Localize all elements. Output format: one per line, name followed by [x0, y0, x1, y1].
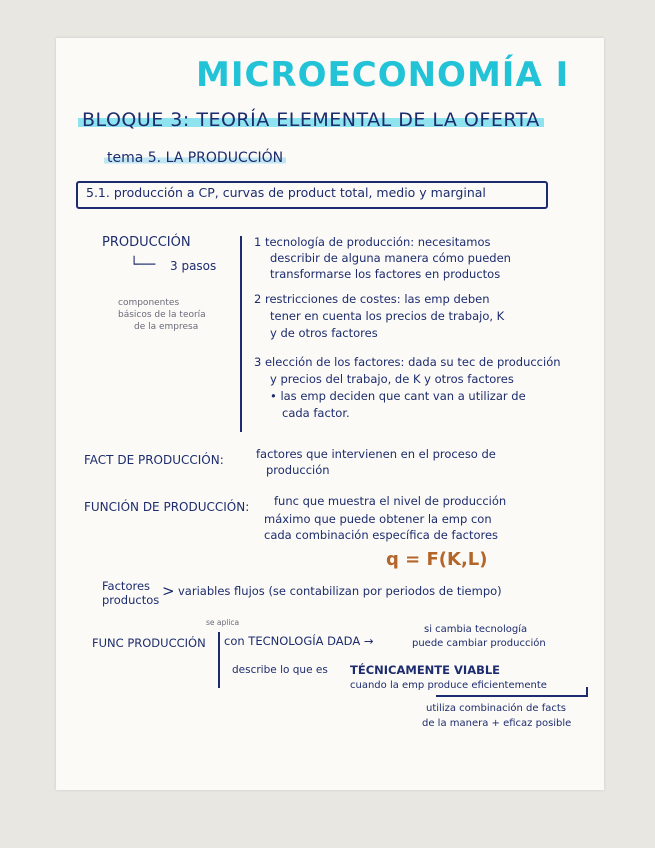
paso-1-line-1: 1 tecnología de producción: necesitamos	[254, 235, 491, 249]
produce-eficientemente: cuando la emp produce eficientemente	[350, 680, 547, 691]
paso-3-line-2: y precios del trabajo, de K y otros factores	[270, 372, 514, 386]
page-title: MICROECONOMÍA I	[196, 55, 570, 95]
section-heading: 5.1. producción a CP, curvas de product total, medio y marginal	[86, 185, 486, 200]
produccion-note-1: componentes	[118, 298, 180, 308]
paso-3-line-1: 3 elección de los factores: dada su tec de producción	[254, 355, 561, 369]
paso-2-line-3: y de otros factores	[270, 326, 378, 340]
paso-2-line-2: tener en cuenta los precios de trabajo, K	[270, 309, 505, 323]
paso-2-line-1: 2 restricciones de costes: las emp deben	[254, 292, 490, 306]
cambio-tecnologia-2: puede cambiar producción	[412, 638, 546, 649]
tecnicamente-viable: TÉCNICAMENTE VIABLE	[350, 663, 501, 677]
production-formula: q = F(K,L)	[386, 549, 488, 570]
tecnologia-dada: con TECNOLOGÍA DADA →	[224, 634, 374, 648]
se-aplica-note: se aplica	[206, 618, 240, 627]
funcion-text-1: func que muestra el nivel de producción	[274, 494, 507, 508]
eficaz-note-2: de la manera + eficaz posible	[422, 718, 572, 729]
factores-productos-text: variables flujos (se contabilizan por periodos de tiempo)	[178, 584, 502, 598]
describe-label: describe lo que es	[232, 664, 328, 676]
factores-text-2: producción	[266, 463, 330, 477]
bloque-heading: BLOQUE 3: TEORÍA ELEMENTAL DE LA OFERTA	[78, 111, 544, 130]
func-produccion-label: FUNC PRODUCCIÓN	[92, 636, 206, 650]
tema-heading: tema 5. LA PRODUCCIÓN	[104, 151, 286, 165]
paso-3-line-4: cada factor.	[282, 406, 350, 420]
paso-1-line-2: describir de alguna manera cómo pueden	[270, 251, 511, 265]
func-produccion-divider	[218, 632, 220, 688]
underline-bracket	[436, 695, 588, 697]
pasos-label: 3 pasos	[170, 259, 217, 273]
paso-1-line-3: transformarse los factores en productos	[270, 267, 501, 281]
factores-productos-label-2: productos	[102, 593, 160, 607]
factores-text-1: factores que intervienen en el proceso de	[256, 447, 496, 461]
produccion-note-3: de la empresa	[134, 322, 199, 332]
funcion-label: FUNCIÓN DE PRODUCCIÓN:	[84, 500, 250, 514]
produccion-heading: PRODUCCIÓN	[102, 235, 191, 250]
funcion-text-3: cada combinación específica de factores	[264, 528, 499, 542]
arrow-icon: └──	[130, 257, 156, 273]
paso-3-line-3: • las emp deciden que cant van a utilizar de	[270, 389, 526, 403]
factores-label: FACT DE PRODUCCIÓN:	[84, 453, 224, 467]
eficaz-note-1: utiliza combinación de facts	[426, 703, 566, 714]
greater-than-icon: >	[162, 582, 175, 600]
notebook-page	[56, 38, 604, 790]
produccion-note-2: básicos de la teoría	[118, 310, 206, 320]
underline-bracket-right	[586, 687, 588, 697]
funcion-text-2: máximo que puede obtener la emp con	[264, 512, 492, 526]
produccion-divider	[240, 236, 242, 432]
cambio-tecnologia-1: si cambia tecnología	[424, 624, 528, 635]
factores-productos-label-1: Factores	[102, 579, 151, 593]
